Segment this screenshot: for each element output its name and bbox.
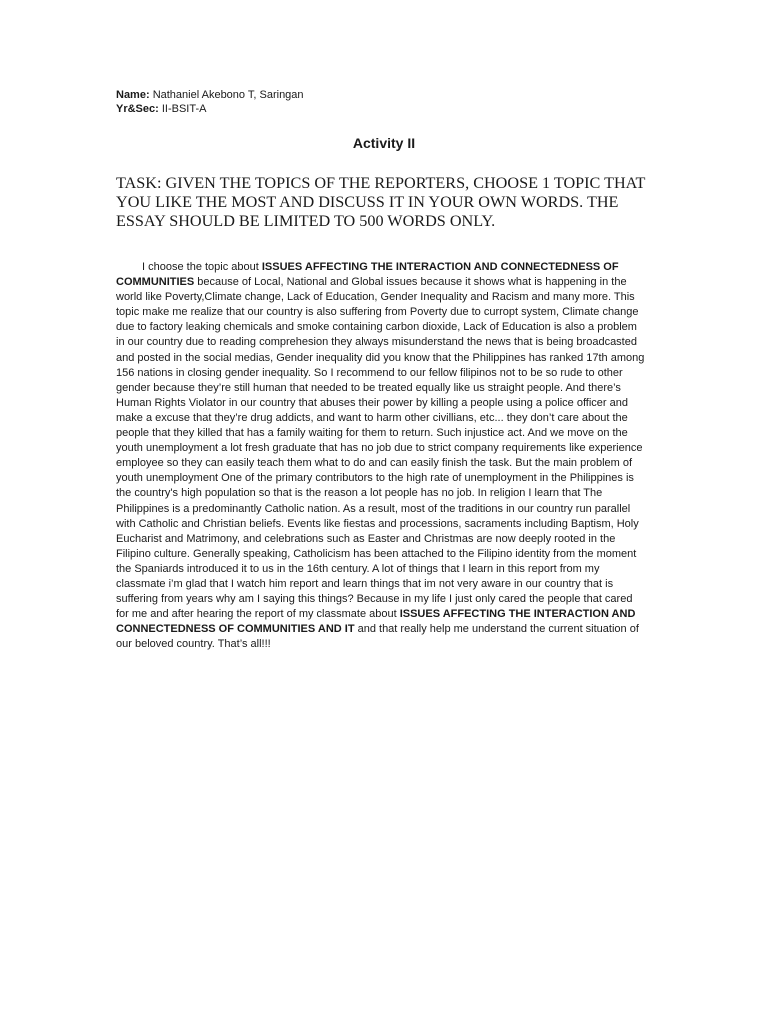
activity-title: Activity II: [352, 135, 416, 151]
task-instructions: TASK: GIVEN THE TOPICS OF THE REPORTERS, CHOOSE 1 TOPIC THAT YOU LIKE THE MOST AND DISCUSS IT IN YOUR OWN WORDS. THE ESSAY SHOULD BE LIMITED TO 500 WORDS ONLY.: [116, 174, 646, 230]
essay-paragraph: [116, 260, 646, 652]
student-info: [116, 88, 304, 116]
name-line: [116, 88, 304, 102]
essay-outro: and that really help me understand the current situation of our beloved country. That’s all!!!: [116, 623, 639, 651]
name-value: Nathaniel Akebono T, Saringan: [152, 89, 304, 101]
yrsec-value: II-BSIT-A: [161, 103, 207, 115]
essay-intro: I choose the topic about: [142, 261, 262, 273]
yrsec-line: [116, 102, 304, 116]
essay-topic-bold-1: ISSUES AFFECTING THE INTERACTION AND CONNECTEDNESS OF COMMUNITIES: [116, 261, 619, 289]
essay-topic-bold-2: ISSUES AFFECTING THE INTERACTION AND CONNECTEDNESS OF COMMUNITIES AND IT: [116, 608, 636, 636]
name-label: Name:: [116, 89, 150, 101]
essay-body: [116, 260, 646, 652]
yrsec-label: Yr&Sec:: [116, 103, 159, 115]
essay-text: because of Local, National and Global issues because it shows what is happening in the world like Poverty,Climate change, Lack of Education, Gender Inequality and Racism and many more. This topic make me realize that our country is also suffering from Poverty due to curropt system, Climate change due to factory leaking chemicals and smoke containing carbon dioxide, Lack of Education is also a problem in our country due to reading comprehesion they always misunderstand the news that is being broadcasted and posted in the social medias, Gender inequality did you know that the Philippines has ranked 17th among 156 nations in closing gender inequality. So I recommend to our fellow filipinos not to be so rude to other gender because they’re still human that needed to be treated equally like us straight people. And there’s Human Rights Violator in our country that abuses their power by killing a people using a police officer and make a excuse that they’re drug addicts, and want to harm other civillians, etc... they don’t care about the people that they killed that has a family waiting for them to return. Such injustice act. And we move on the youth unemployment a lot fresh graduate that has no job due to strict company requirements like experience employee so they can easily teach them what to do and can easily finish the task. But the main problem of youth unemployment One of the primary contributors to the high rate of unemployment in the Philippines is the country's high population so that is the reason a lot people has no job. In religion I learn that The Philippines is a predominantly Catholic nation. As a result, most of the traditions in our country run parallel with Catholic and Christian beliefs. Events like fiestas and processions, sacraments including Baptism, Holy Eucharist and Matrimony, and celebrations such as Easter and Christmas are now deeply rooted in the Filipino culture. Generally speaking, Catholicism has been attached to the Filipino identity from the moment the Spaniards introduced it to us in the 16th century. A lot of things that I learn in this report from my classmate i’m glad that I watch him report and learn things that im not very aware in our country that is suffering from years why am I saying this things? Because in my life I just only cared the people that cared for me and after hearing the report of my classmate about: [116, 276, 645, 621]
